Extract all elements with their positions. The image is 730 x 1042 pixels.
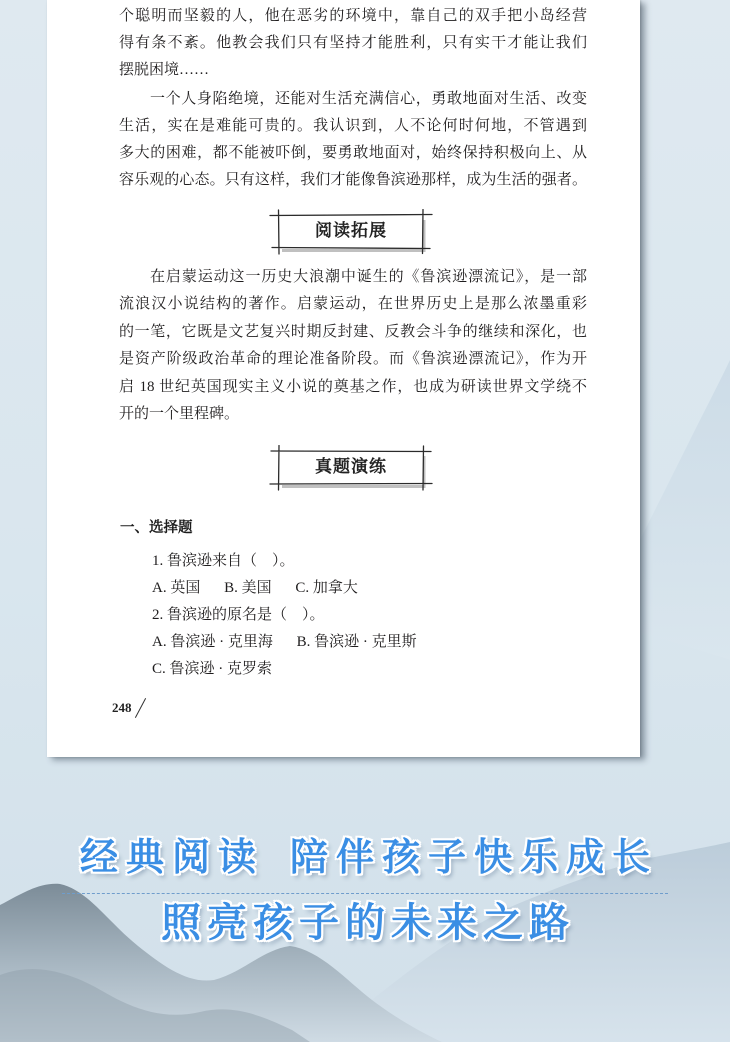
text-line: 的一笔，它既是文艺复兴时期反封建、反教会斗争的继续和深化，也 bbox=[119, 323, 587, 340]
option-a: A. 英国 bbox=[152, 580, 201, 596]
book-page bbox=[47, 0, 640, 757]
option-a: A. 鲁滨逊 · 克里海 bbox=[152, 634, 273, 650]
page-number-slash bbox=[135, 698, 146, 718]
text-line: 流浪汉小说结构的著作。启蒙运动，在世界历史上是那么浓墨重彩 bbox=[119, 296, 587, 313]
text-line: 多大的困难，都不能被吓倒，要勇敢地面对，始终保持积极向上、从 bbox=[119, 145, 587, 161]
option-row bbox=[152, 656, 437, 683]
slogan-line-2: 照亮孩子的未来之路 bbox=[161, 900, 575, 946]
option-row bbox=[152, 575, 437, 602]
option-c: C. 加拿大 bbox=[295, 580, 358, 596]
option-b: B. 美国 bbox=[224, 580, 272, 596]
reading-extension-paragraph bbox=[119, 264, 587, 428]
text-line: 一个人身陷绝境，还能对生活充满信心，勇敢地面对生活、改变 bbox=[150, 91, 587, 107]
text-line: 在启蒙运动这一历史大浪潮中诞生的《鲁滨逊漂流记》，是一部 bbox=[150, 269, 587, 285]
option-b: B. 鲁滨逊 · 克里斯 bbox=[296, 634, 417, 650]
text-line: 开的一个里程碑。 bbox=[119, 406, 240, 423]
section-title: 阅读拓展 bbox=[315, 221, 387, 241]
option-c: C. 鲁滨逊 · 克罗索 bbox=[152, 661, 273, 677]
page-number: 248 bbox=[112, 700, 132, 715]
text-line: 个聪明而坚毅的人，他在恶劣的环境中，靠自己的双手把小岛经营 bbox=[119, 8, 587, 24]
question-type-heading: 一、选择题 bbox=[120, 520, 193, 536]
section-title: 真题演练 bbox=[315, 457, 387, 477]
intro-paragraph bbox=[119, 3, 587, 84]
reflection-paragraph bbox=[119, 86, 587, 194]
dashed-divider bbox=[62, 893, 668, 894]
text-line: 得有条不紊。他教会我们只有坚持才能胜利，只有实干才能让我们 bbox=[119, 35, 587, 51]
text-line: 容乐观的心态。只有这样，我们才能像鲁滨逊那样，成为生活的强者。 bbox=[119, 172, 587, 188]
option-row bbox=[152, 629, 437, 656]
text-line: 生活，实在是难能可贵的。我认识到，人不论何时何地，不管遇到 bbox=[119, 118, 587, 134]
text-line: 摆脱困境…… bbox=[119, 62, 210, 78]
slogan-phrase: 陪伴孩子快乐成长 bbox=[290, 835, 659, 879]
multiple-choice-questions bbox=[152, 548, 437, 683]
question-stem: 2. 鲁滨逊的原名是（ ）。 bbox=[152, 607, 325, 623]
question-stem: 1. 鲁滨逊来自（ ）。 bbox=[152, 553, 295, 569]
section-heading-exam-practice bbox=[266, 445, 436, 491]
text-line: 启 18 世纪英国现实主义小说的奠基之作，也成为研读世界文学绕不 bbox=[119, 378, 587, 395]
section-heading-reading-extension bbox=[266, 209, 436, 255]
slogan-phrase: 经典阅读 bbox=[79, 835, 264, 879]
slogan-line-1 bbox=[0, 834, 730, 880]
text-line: 是资产阶级政治革命的理论准备阶段。而《鲁滨逊漂流记》，作为开 bbox=[119, 351, 587, 368]
